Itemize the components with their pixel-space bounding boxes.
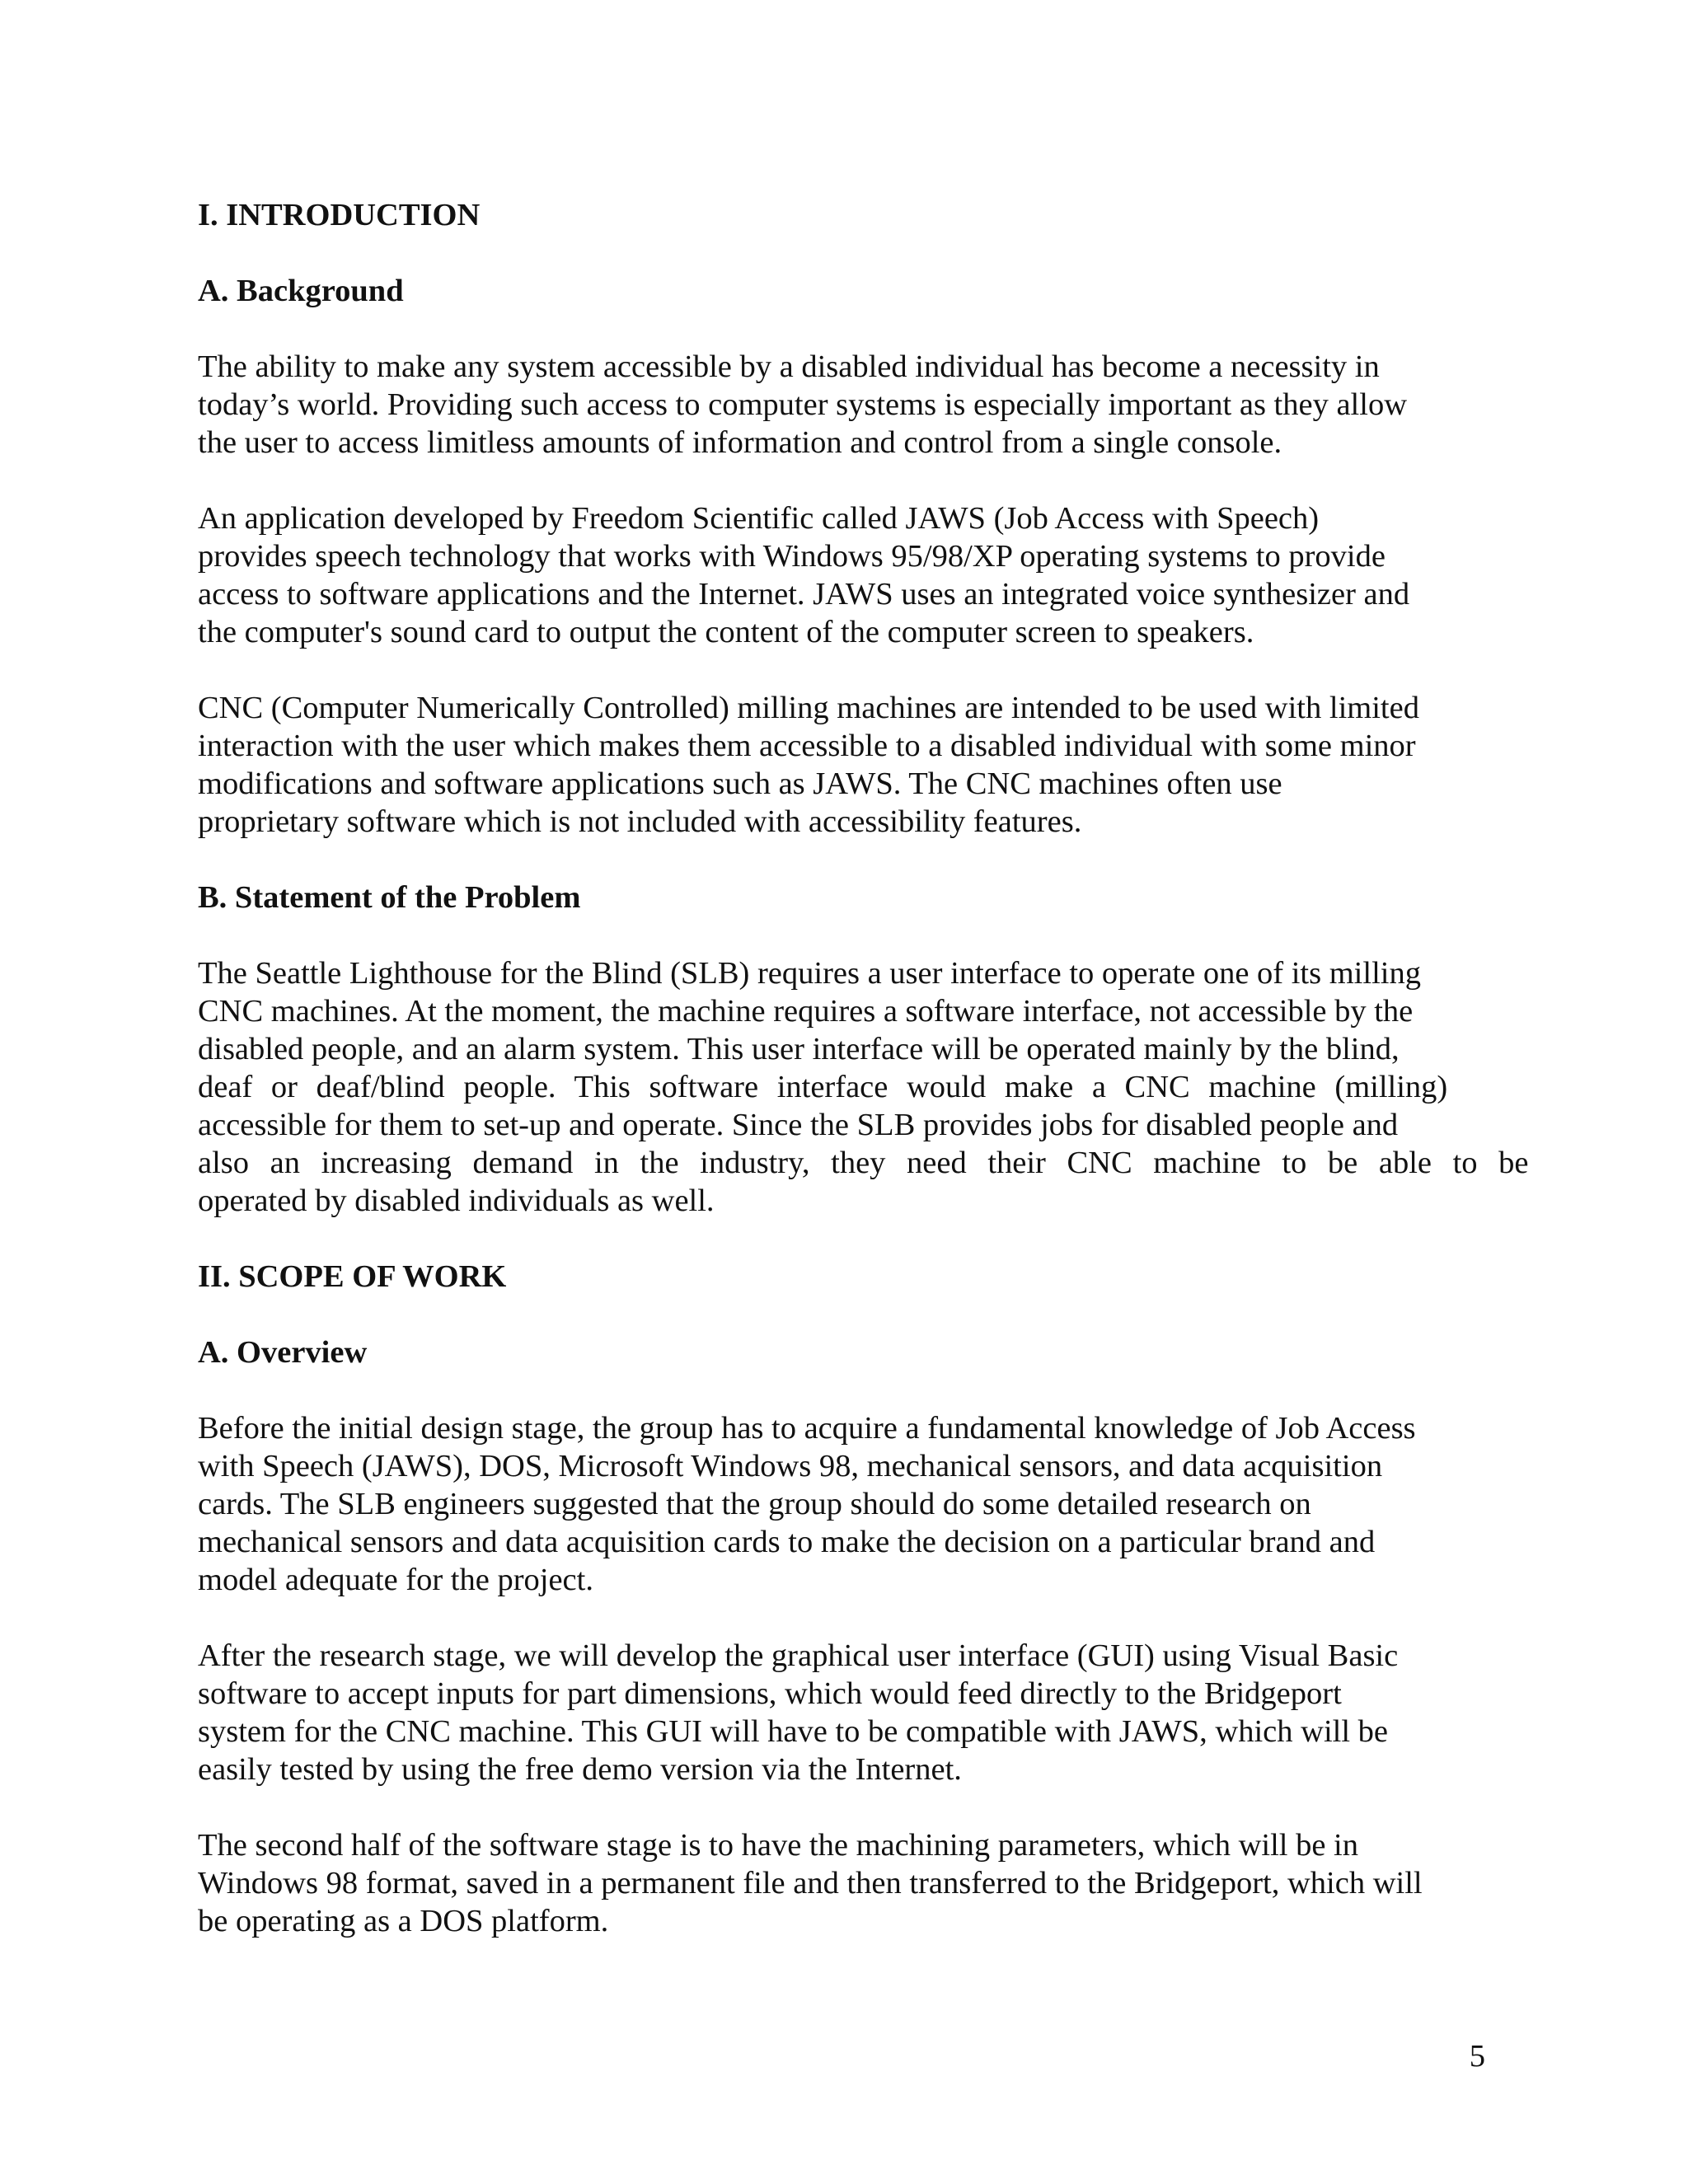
text-line: be operating as a DOS platform. <box>198 1904 609 1938</box>
overview-paragraph-2 <box>198 1637 1484 1788</box>
overview-paragraph-1 <box>198 1409 1484 1599</box>
text-line: The second half of the software stage is to have the machining parameters, which will be in <box>198 1828 1358 1863</box>
text-line: CNC (Computer Numerically Controlled) milling machines are intended to be used with limited <box>198 691 1419 725</box>
text-line: mechanical sensors and data acquisition cards to make the decision on a particular brand and <box>198 1525 1376 1559</box>
background-paragraph-3 <box>198 689 1484 841</box>
page-number: 5 <box>1469 2039 1485 2074</box>
subsection-heading-problem-statement: B. Statement of the Problem <box>198 880 581 915</box>
text-line: model adequate for the project. <box>198 1563 593 1597</box>
text-line: access to software applications and the Internet. JAWS uses an integrated voice synthesizer and <box>198 577 1410 612</box>
text-line: deaf or deaf/blind people. This software interface would make a CNC machine (milling) <box>198 1070 1448 1104</box>
text-line: today’s world. Providing such access to computer systems is especially important as they allow <box>198 387 1408 422</box>
text-line: After the research stage, we will develop the graphical user interface (GUI) using Visual Basic <box>198 1638 1399 1673</box>
overview-paragraph-3 <box>198 1826 1484 1940</box>
text-line: modifications and software applications such as JAWS. The CNC machines often use <box>198 766 1282 801</box>
text-line: cards. The SLB engineers suggested that the group should do some detailed research on <box>198 1487 1311 1521</box>
text-line: interaction with the user which makes them accessible to a disabled individual with some minor <box>198 729 1416 763</box>
text-line: system for the CNC machine. This GUI will have to be compatible with JAWS, which will be <box>198 1714 1388 1749</box>
text-line: The ability to make any system accessible by a disabled individual has become a necessity in <box>198 349 1380 384</box>
text-line: provides speech technology that works with Windows 95/98/XP operating systems to provide <box>198 539 1386 574</box>
text-line: with Speech (JAWS), DOS, Microsoft Windows 98, mechanical sensors, and data acquisition <box>198 1449 1383 1483</box>
subsection-heading-background: A. Background <box>198 274 404 308</box>
text-line: An application developed by Freedom Scientific called JAWS (Job Access with Speech) <box>198 501 1320 536</box>
text-line: also an increasing demand in the industry, they need their CNC machine to be able to be <box>198 1146 1529 1180</box>
text-line: Before the initial design stage, the group has to acquire a fundamental knowledge of Job Access <box>198 1411 1416 1446</box>
text-line: software to accept inputs for part dimensions, which would feed directly to the Bridgeport <box>198 1676 1342 1711</box>
text-line: disabled people, and an alarm system. This user interface will be operated mainly by the blind, <box>198 1032 1400 1066</box>
background-paragraph-1 <box>198 348 1484 462</box>
subsection-heading-overview: A. Overview <box>198 1335 368 1370</box>
text-line: the user to access limitless amounts of information and control from a single console. <box>198 425 1282 460</box>
text-line: the computer's sound card to output the content of the computer screen to speakers. <box>198 615 1254 649</box>
text-line: operated by disabled individuals as well. <box>198 1183 715 1218</box>
text-line: Windows 98 format, saved in a permanent file and then transferred to the Bridgeport, which will <box>198 1866 1423 1900</box>
text-line: CNC machines. At the moment, the machine requires a software interface, not accessible by the <box>198 994 1414 1029</box>
text-line: proprietary software which is not included with accessibility features. <box>198 804 1082 839</box>
text-line: easily tested by using the free demo version via the Internet. <box>198 1752 962 1787</box>
background-paragraph-2 <box>198 499 1484 651</box>
section-heading-scope-of-work: II. SCOPE OF WORK <box>198 1259 507 1294</box>
text-line: The Seattle Lighthouse for the Blind (SLB) requires a user interface to operate one of its milling <box>198 956 1421 991</box>
text-line: accessible for them to set-up and operate. Since the SLB provides jobs for disabled people and <box>198 1108 1399 1142</box>
page-content <box>198 196 1529 1978</box>
section-heading-introduction: I. INTRODUCTION <box>198 198 481 232</box>
problem-paragraph <box>198 954 1529 1220</box>
